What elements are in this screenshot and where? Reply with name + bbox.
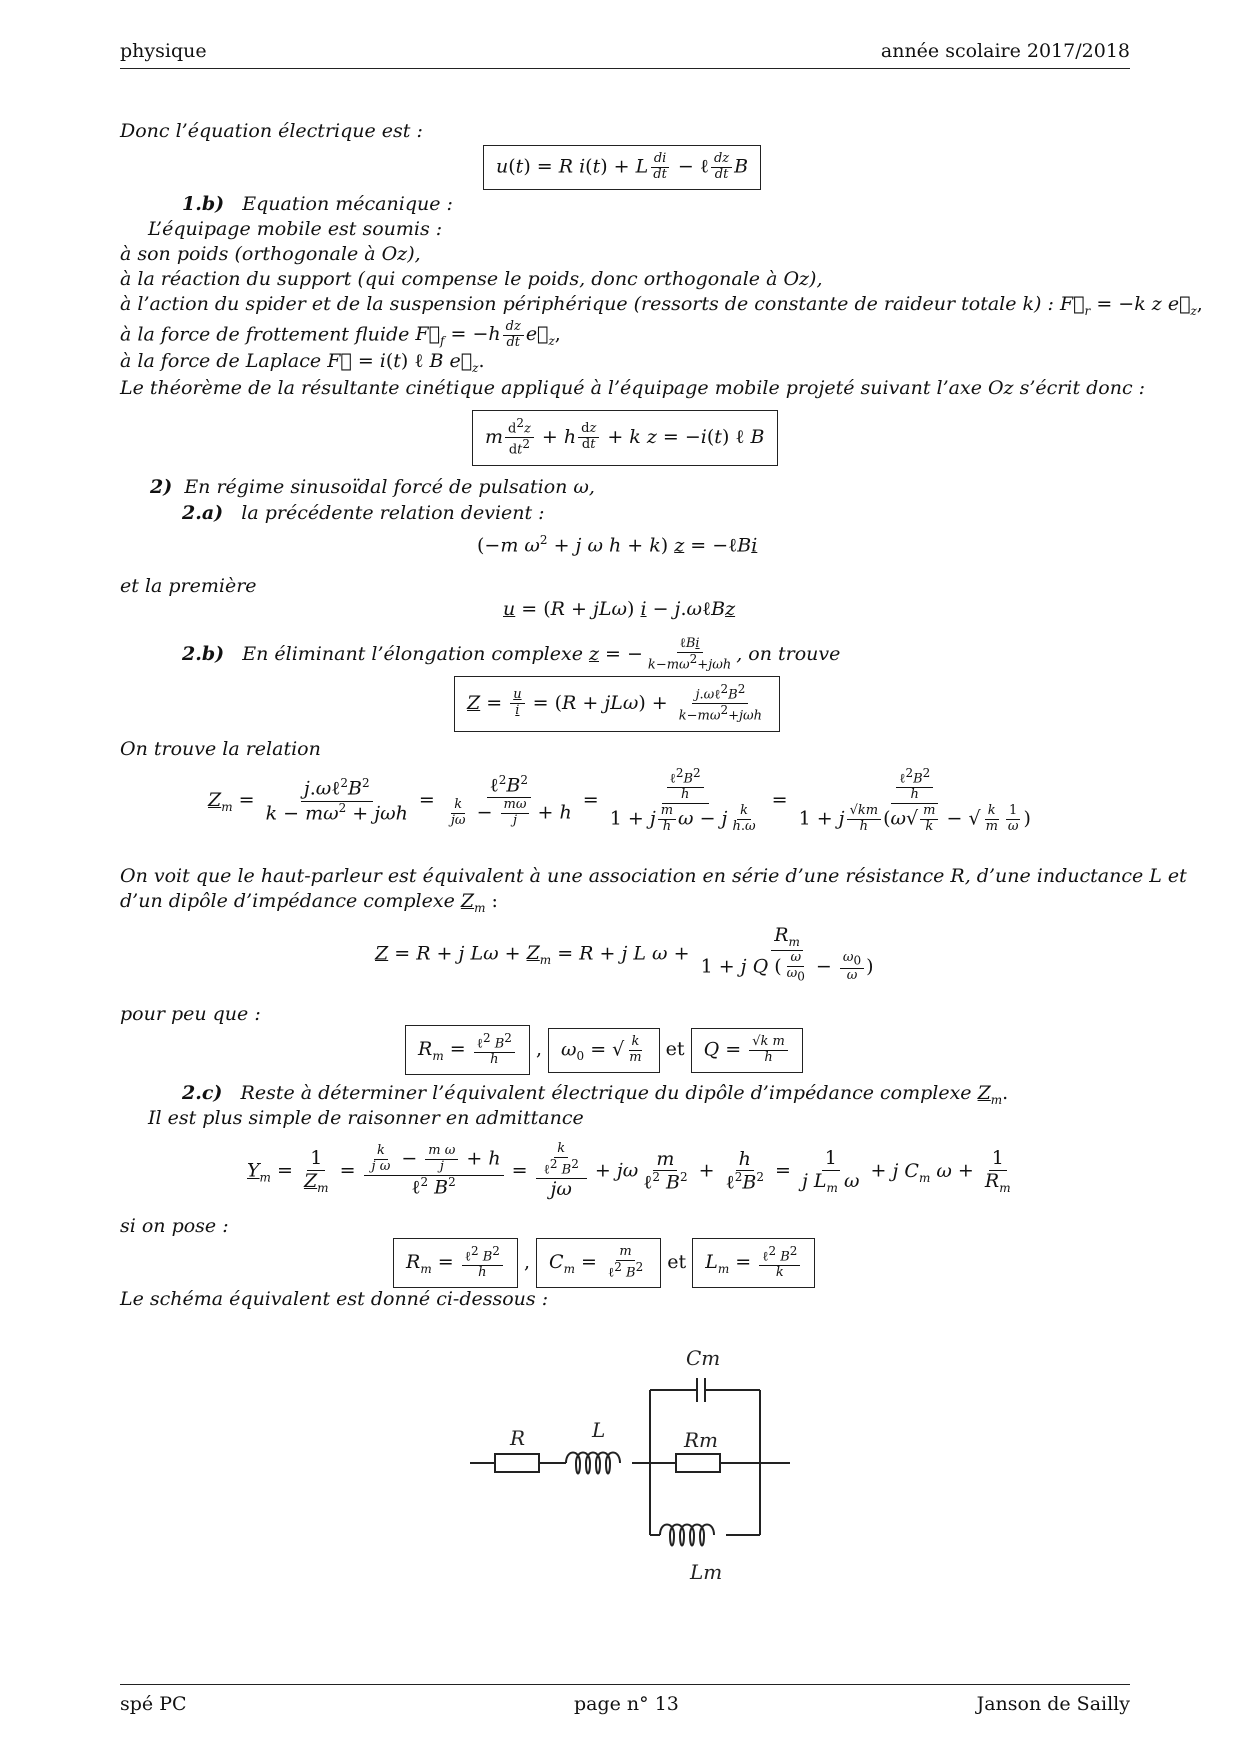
text-line: à l’action du spider et de la suspension périphérique (ressorts de constante de raideur totale k) : $F⃗_r = -k$ z $e⃗_z$, bbox=[120, 293, 1203, 318]
section-1b: 1.b) Equation mécanique : bbox=[182, 193, 453, 215]
text-line: à la réaction du support (qui compense le poids, donc orthogonale à Oz), bbox=[120, 268, 823, 290]
label-Lm: Lm bbox=[690, 1560, 723, 1584]
equation-Z: Z = $\frac{u}{i}$ = (R + jLω) + $\frac{j.\omega\ell^2B^2}{k-m\omega^2+j\omega h}$ bbox=[454, 676, 780, 732]
equation-params-2: $R_m$ = $\frac{\ell^2 B^2}{h}$ , $C_m$ = $\frac{m}{\ell^2 B^2}$ et $L_m$ = $\frac{\ell^2 B^2}{k}$ bbox=[393, 1238, 815, 1288]
equation-u: u = (R + jLω) i − j.ωℓBz bbox=[503, 598, 736, 620]
text-line: Le schéma équivalent est donné ci-dessous : bbox=[120, 1288, 549, 1310]
header-left: physique bbox=[120, 40, 207, 62]
text-line: On voit que le haut-parleur est équivalent à une association en série d’une résistance R, d’une inductance L et bbox=[120, 865, 1187, 887]
footer-right: Janson de Sailly bbox=[976, 1693, 1130, 1715]
label-R: R bbox=[510, 1426, 526, 1450]
equation-Zm: $Z_m$ = $\frac{j.\omega\ell^2B^2}{k - m\omega^2 + j\omega h}$ = $\ell^2B^2$ $\frac{k}{j\omega}$ − $\frac{m\omega}{j}$ + h = $\frac{\ell^2B^2}{h}$ 1 + j $\frac{m}{h}$ ω − j $\frac{k}{h.\omega}$ = $\frac{\ell^2B^2}{h}$ 1 + j $\frac{√km}{h}$ (ω√ $\frac{m}{k}$ − √ $\frac{k}{m}$ $\frac{1}{\omega}$ ) bbox=[208, 766, 1031, 835]
header-right: année scolaire 2017/2018 bbox=[880, 40, 1130, 62]
text-line: L’équipage mobile est soumis : bbox=[148, 218, 443, 240]
text-line: à son poids (orthogonale à Oz), bbox=[120, 243, 421, 265]
equivalent-circuit bbox=[470, 1345, 790, 1585]
resistor-R bbox=[495, 1454, 539, 1472]
section-2a: 2.a) la précédente relation devient : bbox=[182, 502, 545, 524]
text-line: On trouve la relation bbox=[120, 738, 321, 760]
text-line: pour peu que : bbox=[120, 1003, 261, 1025]
inductor-L bbox=[566, 1453, 620, 1474]
page-footer bbox=[120, 1684, 1130, 1725]
equation-electrique: u(t) = R i(t) + L $\frac{di}{dt}$ − ℓ $\frac{dz}{dt}$ B bbox=[483, 145, 761, 190]
inductor-Lm bbox=[660, 1525, 714, 1546]
resistor-Rm bbox=[676, 1454, 720, 1472]
section-2b: 2.b) En éliminant l’élongation complexe z = − $\frac{\text{ℓBi}}{k-m\omega^2+j\omega h}$ , on trouve bbox=[182, 636, 841, 673]
section-2: 2) En régime sinusoïdal forcé de pulsation ω, bbox=[150, 476, 595, 498]
footer-left: spé PC bbox=[120, 1693, 187, 1715]
text-line: Il est plus simple de raisonner en admittance bbox=[148, 1107, 584, 1129]
equation-params-1: $R_m$ = $\frac{\ell^2 B^2}{h}$ , $\omega_0$ = √ $\frac{k}{m}$ et Q = $\frac{\text{√k m}}{h}$ bbox=[405, 1025, 803, 1075]
text-line: si on pose : bbox=[120, 1215, 229, 1237]
page-header bbox=[120, 40, 1130, 69]
text-line: Donc l’équation électrique est : bbox=[120, 120, 423, 142]
label-Rm: Rm bbox=[684, 1428, 719, 1452]
label-Cm: Cm bbox=[686, 1346, 721, 1370]
equation-Ym: $Y_m$ = $\frac{1}{Z_m}$ = $\frac{k}{\text{j ω}}$ − $\frac{\text{m ω}}{j}$ + h ℓ$^2$ $B^2$ = $\frac{\frac{k}{\ell^2 B^2}}{j\omega}$ + jω $\frac{m}{\ell^2 B^2}$ + $\frac{h}{\ell^2B^2}$ = $\frac{1}{j L_m \omega}$ + j $C_m$ ω + $\frac{1}{R_m}$ bbox=[247, 1141, 1011, 1201]
text-line: à la force de frottement fluide $F⃗_f = -h$ $\frac{dz}{dt}$ $e⃗_z$, bbox=[120, 319, 561, 350]
equation-2a: (−m $\omega^2 + j$ ω h + k) z = −ℓBi bbox=[477, 533, 758, 557]
section-2c: 2.c) Reste à déterminer l’équivalent électrique du dipôle d’impédance complexe $Z_m$. bbox=[182, 1082, 1009, 1107]
text-line: Le théorème de la résultante cinétique appliqué à l’équipage mobile projeté suivant l’axe Oz s’écrit donc : bbox=[120, 377, 1146, 399]
footer-page-number: page n° 13 bbox=[574, 1693, 679, 1715]
text-line: à la force de Laplace F⃗ = i(t) ℓ B $e⃗_z$. bbox=[120, 350, 485, 375]
equation-mecanique: m $\frac{d^2z}{dt^2}$ + h $\frac{dz}{dt}$ + k z = −i(t) ℓ B bbox=[472, 410, 778, 466]
equation-Z-series: Z = R + j $L\omega + Z_m = R + j$ L ω + $R_m$ 1 + j Q ( $\frac{\omega}{\omega_0}$ − $\frac{\omega_0}{\omega}$ ) bbox=[375, 924, 874, 984]
label-L: L bbox=[592, 1418, 606, 1442]
text-line: d’un dipôle d’impédance complexe $Z_m$ : bbox=[120, 890, 498, 915]
text-line: et la première bbox=[120, 575, 257, 597]
